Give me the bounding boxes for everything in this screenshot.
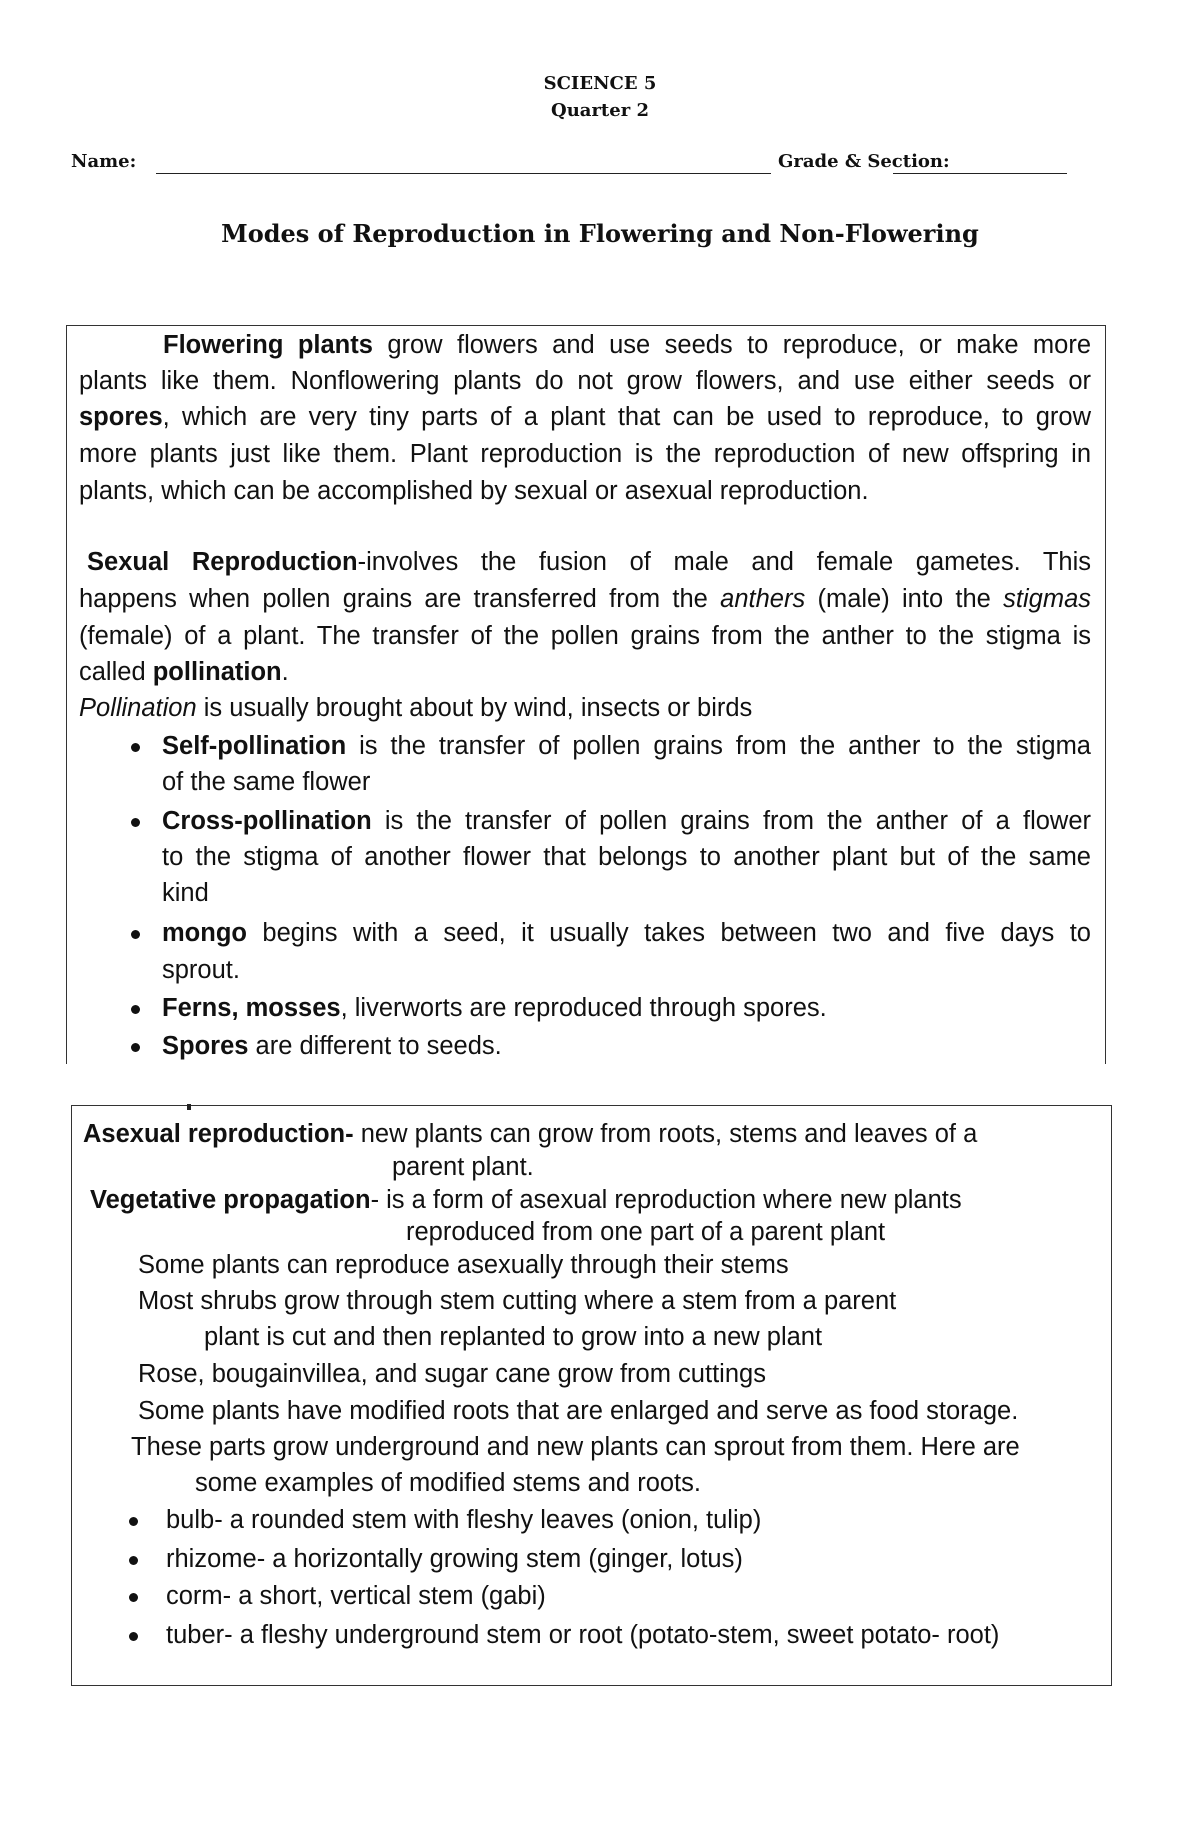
name-field[interactable] bbox=[156, 173, 771, 174]
bullet-icon bbox=[131, 1043, 140, 1052]
modified-roots-line: Some plants have modified roots that are enlarged and serve as food storage. bbox=[138, 1397, 1019, 1425]
stray-mark bbox=[187, 1104, 191, 1110]
name-label: Name: bbox=[71, 151, 137, 172]
intro-line-3: spores, which are very tiny parts of a plant that can be used to reproduce, to grow bbox=[79, 403, 1091, 431]
shrubs-line-cont: plant is cut and then replanted to grow into a new plant bbox=[204, 1323, 823, 1351]
bullet-icon bbox=[131, 743, 140, 752]
self-pollination-item-cont: of the same flower bbox=[162, 768, 371, 796]
intro-line-5: plants, which can be accomplished by sexual or asexual reproduction. bbox=[79, 477, 869, 505]
worksheet-header bbox=[0, 70, 1200, 124]
shrubs-line: Most shrubs grow through stem cutting where a stem from a parent bbox=[138, 1287, 897, 1315]
page-title: Modes of Reproduction in Flowering and Non-Flowering bbox=[221, 219, 979, 248]
cuttings-line: Rose, bougainvillea, and sugar cane grow from cuttings bbox=[138, 1360, 766, 1388]
quarter-heading: Quarter 2 bbox=[551, 100, 649, 121]
underground-line-cont: some examples of modified stems and roots. bbox=[195, 1469, 701, 1497]
student-info-row bbox=[71, 151, 1071, 181]
intro-line-1: Flowering plants grow flowers and use seeds to reproduce, or make more bbox=[163, 331, 1091, 359]
vegetative-line-cont: reproduced from one part of a parent plant bbox=[406, 1218, 886, 1246]
bullet-icon bbox=[129, 1556, 138, 1565]
corm-item: corm- a short, vertical stem (gabi) bbox=[166, 1582, 546, 1610]
bullet-icon bbox=[131, 818, 140, 827]
sexual-line-4: called pollination. bbox=[79, 658, 289, 686]
tuber-item: tuber- a fleshy underground stem or root (potato-stem, sweet potato- root) bbox=[166, 1621, 1000, 1649]
vegetative-line: Vegetative propagation- is a form of asexual reproduction where new plants bbox=[90, 1186, 962, 1214]
bullet-icon bbox=[131, 1005, 140, 1014]
self-pollination-item: Self-pollination is the transfer of pollen grains from the anther to the stigma bbox=[162, 732, 1091, 760]
cross-pollination-item-cont-2: kind bbox=[162, 879, 209, 907]
underground-line: These parts grow underground and new plants can sprout from them. Here are bbox=[131, 1433, 1020, 1461]
bullet-icon bbox=[131, 930, 140, 939]
mongo-item-cont: sprout. bbox=[162, 956, 240, 984]
bullet-icon bbox=[129, 1517, 138, 1526]
sexual-line-5: Pollination is usually brought about by wind, insects or birds bbox=[79, 694, 753, 722]
grade-section-label: Grade & Section: bbox=[778, 151, 950, 172]
grade-section-field[interactable] bbox=[893, 173, 1067, 174]
bullet-icon bbox=[129, 1593, 138, 1602]
cross-pollination-item: Cross-pollination is the transfer of pollen grains from the anther of a flower bbox=[162, 807, 1091, 835]
intro-line-4: more plants just like them. Plant reproduction is the reproduction of new offspring in bbox=[79, 440, 1091, 468]
asexual-line-1: Asexual reproduction- new plants can grow from roots, stems and leaves of a bbox=[83, 1120, 978, 1148]
ferns-item: Ferns, mosses, liverworts are reproduced through spores. bbox=[162, 994, 827, 1022]
sexual-line-3: (female) of a plant. The transfer of the pollen grains from the anther to the stigma is bbox=[79, 622, 1091, 650]
spores-item: Spores are different to seeds. bbox=[162, 1032, 502, 1060]
sexual-line-2: happens when pollen grains are transferred from the anthers (male) into the stigmas bbox=[79, 585, 1091, 613]
sexual-line-1: Sexual Reproduction-involves the fusion of male and female gametes. This bbox=[87, 548, 1091, 576]
rhizome-item: rhizome- a horizontally growing stem (ginger, lotus) bbox=[166, 1545, 743, 1573]
stems-line: Some plants can reproduce asexually through their stems bbox=[138, 1251, 789, 1279]
asexual-line-1-cont: parent plant. bbox=[392, 1153, 534, 1181]
intro-line-2: plants like them. Nonflowering plants do not grow flowers, and use either seeds or bbox=[79, 367, 1091, 395]
mongo-item: mongo begins with a seed, it usually takes between two and five days to bbox=[162, 919, 1091, 947]
subject-heading: SCIENCE 5 bbox=[543, 73, 657, 94]
cross-pollination-item-cont: to the stigma of another flower that belongs to another plant but of the same bbox=[162, 843, 1091, 871]
bullet-icon bbox=[129, 1632, 138, 1641]
bulb-item: bulb- a rounded stem with fleshy leaves (onion, tulip) bbox=[166, 1506, 762, 1534]
